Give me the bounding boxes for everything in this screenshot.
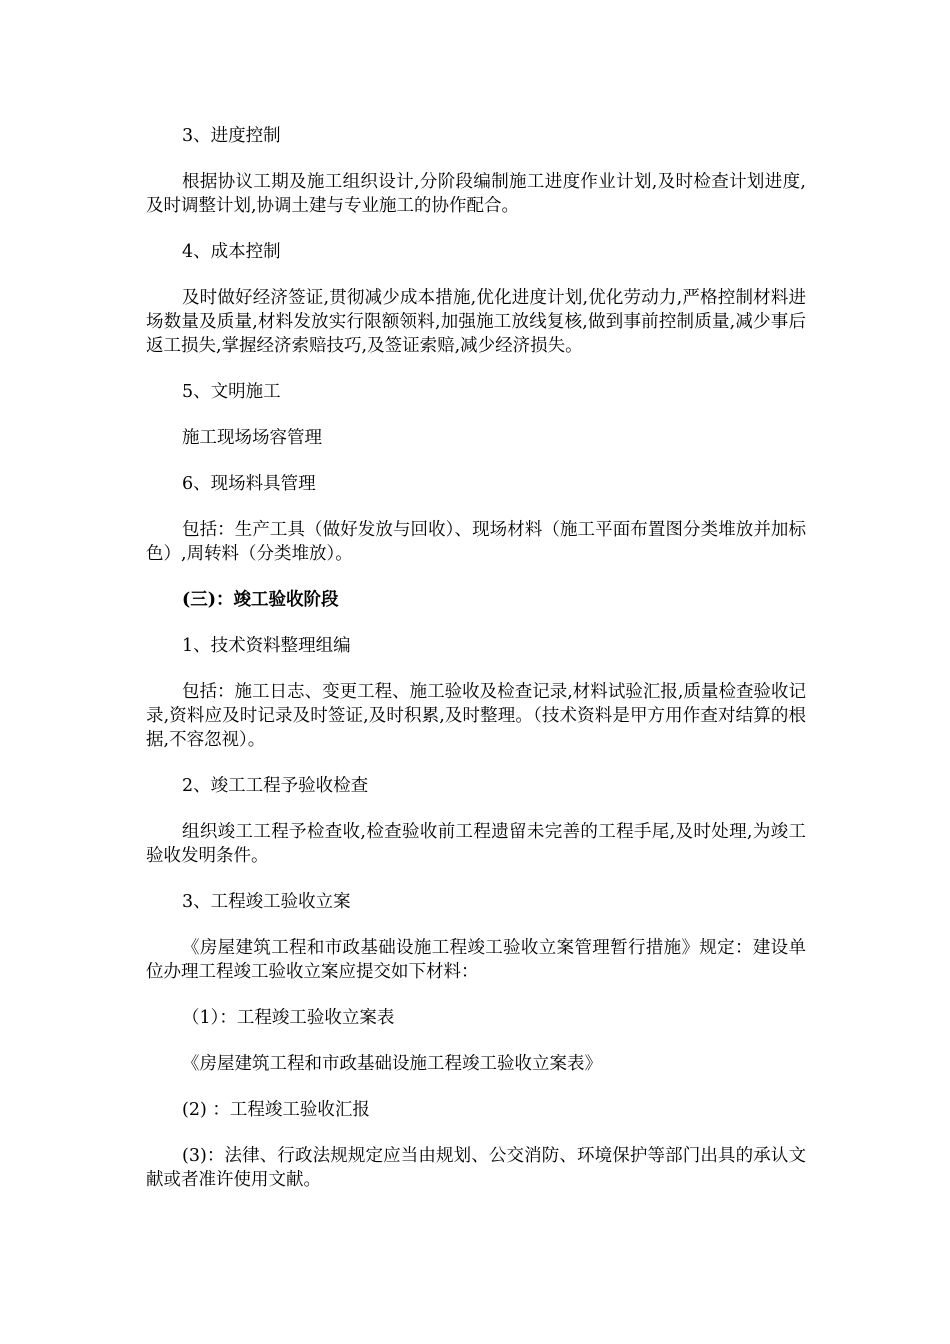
- section-heading-pre-acceptance: 2、竣工工程予验收检查: [182, 776, 369, 796]
- list-item-acceptance-report: (2) ：工程竣工验收汇报: [182, 1100, 370, 1120]
- section-heading-civilized-construction: 5、文明施工: [182, 382, 281, 402]
- list-item-filing-form: （1）：工程竣工验收立案表: [182, 1008, 395, 1028]
- paragraph-cost-control: 及时做好经济签证,贯彻减少成本措施,优化进度计划,优化劳动力,严格控制材料进场数量及质量,材料发放实行限额领料,加强施工放线复核,做到事前控制质量,减少事后返工损失,掌握经济索赔技巧,及签证索赔,减少经济损失。: [146, 288, 806, 356]
- paragraph-site-management: 施工现场场容管理: [182, 428, 322, 448]
- document-body: [146, 124, 806, 1214]
- list-item-approval-documents: (3)：法律、行政法规规定应当由规划、公交消防、环境保护等部门出具的承认文献或者准许使用文献。: [146, 1146, 806, 1190]
- paragraph-pre-acceptance: 组织竣工工程予检查收,检查验收前工程遗留未完善的工程手尾,及时处理,为竣工验收发明条件。: [146, 822, 806, 866]
- section-heading-cost-control: 4、成本控制: [182, 242, 281, 262]
- section-heading-filing: 3、工程竣工验收立案: [182, 892, 351, 912]
- section-heading-completion-acceptance: (三)：竣工验收阶段: [182, 590, 339, 610]
- paragraph-progress-control: 根据协议工期及施工组织设计,分阶段编制施工进度作业计划,及时检查计划进度,及时调整计划,协调土建与专业施工的协作配合。: [146, 172, 806, 216]
- paragraph-technical-documents: 包括：施工日志、变更工程、施工验收及检查记录,材料试验汇报,质量检查验收记录,资料应及时记录及时签证,及时积累,及时整理。（技术资料是甲方用作查对结算的根据,不容忽视）。: [146, 682, 806, 750]
- section-heading-progress-control: 3、进度控制: [182, 126, 281, 146]
- section-heading-technical-documents: 1、技术资料整理组编: [182, 636, 351, 656]
- section-heading-site-materials: 6、现场料具管理: [182, 474, 316, 494]
- paragraph-filing-form-title: 《房屋建筑工程和市政基础设施工程竣工验收立案表》: [182, 1054, 602, 1074]
- paragraph-site-materials: 包括：生产工具（做好发放与回收）、现场材料（施工平面布置图分类堆放并加标色）,周转料（分类堆放）。: [146, 520, 806, 564]
- paragraph-filing-rules: 《房屋建筑工程和市政基础设施工程竣工验收立案管理暂行措施》规定：建设单位办理工程竣工验收立案应提交如下材料：: [146, 938, 806, 982]
